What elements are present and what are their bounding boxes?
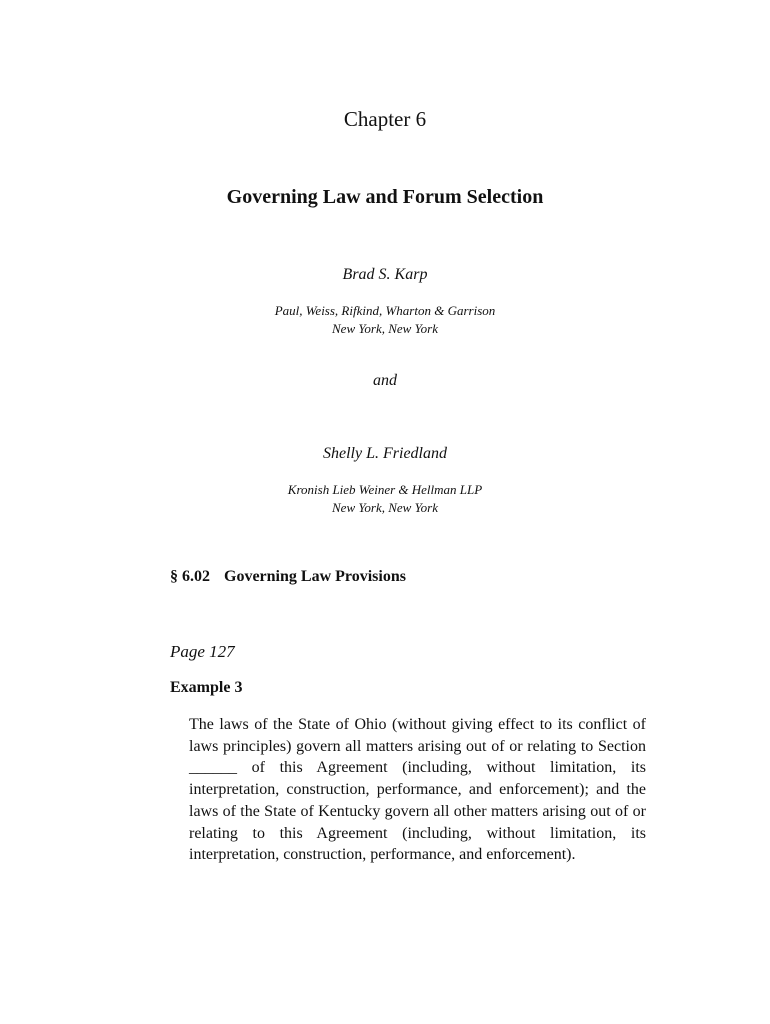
author-location: New York, New York xyxy=(332,500,438,515)
author-affiliation xyxy=(0,481,770,517)
author-conjunction: and xyxy=(373,372,397,389)
author-name: Brad S. Karp xyxy=(342,266,428,283)
section-number: § 6.02 xyxy=(170,568,210,585)
author-name: Shelly L. Friedland xyxy=(323,445,447,462)
chapter-label: Chapter 6 xyxy=(343,107,427,131)
author-affiliation xyxy=(0,302,770,338)
section-title: Governing Law Provisions xyxy=(224,568,406,585)
author-firm: Kronish Lieb Weiner & Hellman LLP xyxy=(287,482,483,497)
example-clause-text: The laws of the State of Ohio (without giving effect to its conflict of laws principles) govern all matters arising out of or relating to Section ______ of this Agreement (including, without limitation, its interpretation, construction, performance, and enforcement); and the laws of the State of Kentucky govern all other matters arising out of or relating to this Agreement (including, without limitation, its interpretation, construction, performance, and enforcement). xyxy=(189,716,646,864)
example-heading: Example 3 xyxy=(170,679,243,696)
page-reference: Page 127 xyxy=(170,642,235,661)
author-location: New York, New York xyxy=(332,321,438,336)
author-firm: Paul, Weiss, Rifkind, Wharton & Garrison xyxy=(274,303,496,318)
section-heading xyxy=(170,568,406,586)
chapter-title: Governing Law and Forum Selection xyxy=(226,186,544,208)
